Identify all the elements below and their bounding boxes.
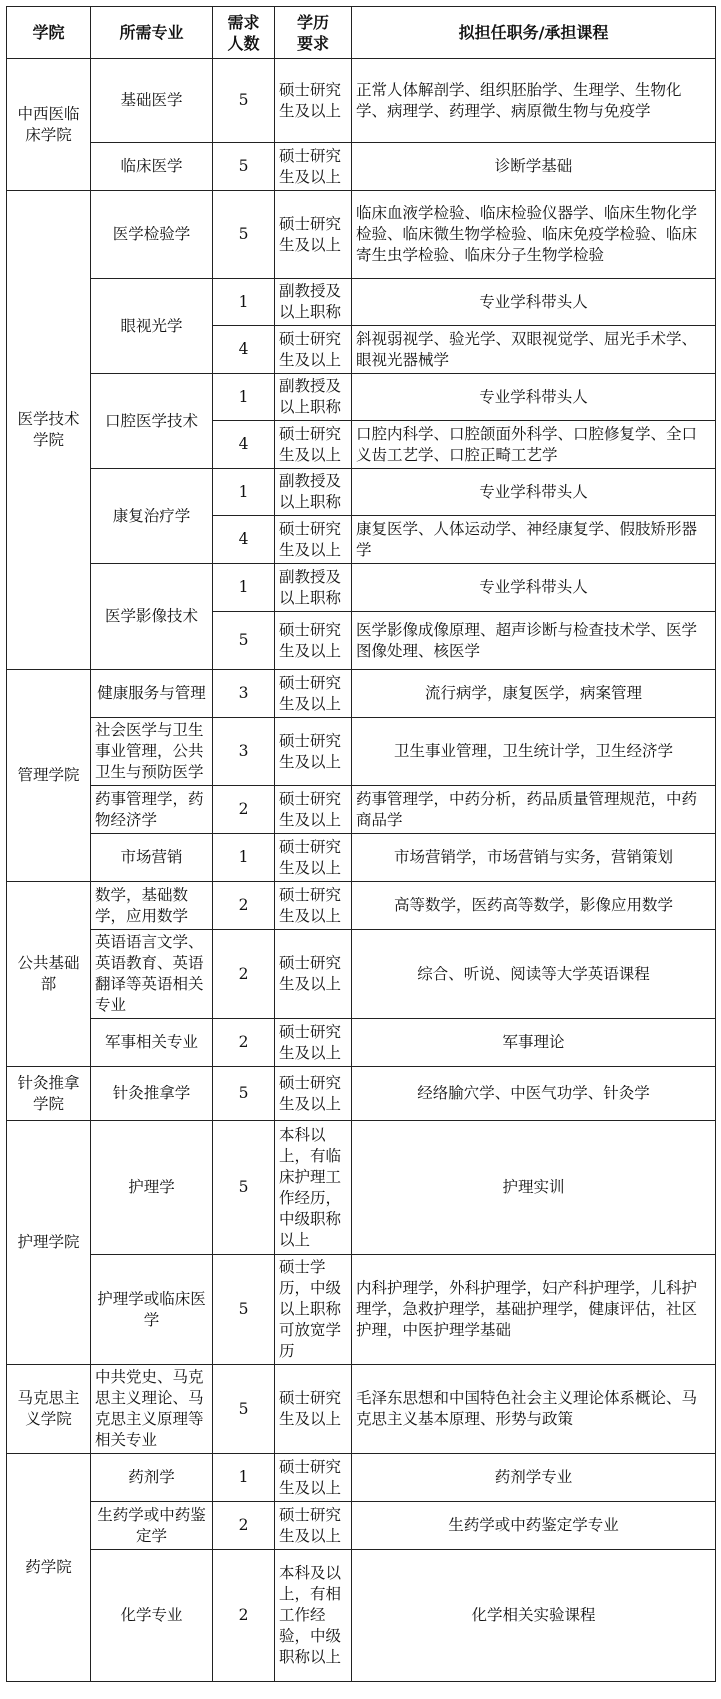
table-row xyxy=(7,882,716,930)
table-row xyxy=(7,469,716,516)
college-cell: 护理学院 xyxy=(7,1121,91,1365)
education-cell: 副教授及以上职称 xyxy=(275,564,352,612)
count-cell: 3 xyxy=(213,718,275,786)
education-cell: 硕士研究生及以上 xyxy=(275,718,352,786)
duty-cell: 药剂学专业 xyxy=(352,1454,716,1502)
count-cell: 2 xyxy=(213,1019,275,1067)
count-cell: 5 xyxy=(213,59,275,143)
duty-cell: 诊断学基础 xyxy=(352,143,716,191)
count-cell: 5 xyxy=(213,612,275,670)
major-cell: 市场营销 xyxy=(91,834,213,882)
duty-cell: 专业学科带头人 xyxy=(352,469,716,516)
count-cell: 1 xyxy=(213,279,275,326)
major-cell: 口腔医学技术 xyxy=(91,374,213,469)
count-cell: 5 xyxy=(213,1255,275,1365)
count-cell: 5 xyxy=(213,1121,275,1255)
count-cell: 5 xyxy=(213,191,275,279)
major-cell: 数学，基础数学，应用数学 xyxy=(91,882,213,930)
education-cell: 硕士研究生及以上 xyxy=(275,834,352,882)
table-row xyxy=(7,1454,716,1502)
duty-cell: 护理实训 xyxy=(352,1121,716,1255)
table-row xyxy=(7,1121,716,1255)
education-cell: 硕士研究生及以上 xyxy=(275,882,352,930)
education-cell: 硕士研究生及以上 xyxy=(275,1454,352,1502)
college-cell: 管理学院 xyxy=(7,670,91,882)
header-row xyxy=(7,7,716,59)
education-cell: 硕士研究生及以上 xyxy=(275,786,352,834)
duty-cell: 综合、听说、阅读等大学英语课程 xyxy=(352,930,716,1019)
major-cell: 眼视光学 xyxy=(91,279,213,374)
recruitment-table xyxy=(6,6,716,1682)
duty-cell: 康复医学、人体运动学、神经康复学、假肢矫形器学 xyxy=(352,516,716,564)
education-cell: 本科以上，有临床护理工作经历，中级职称以上 xyxy=(275,1121,352,1255)
header-duty: 拟担任职务/承担课程 xyxy=(352,7,716,59)
table-row xyxy=(7,279,716,326)
count-cell: 4 xyxy=(213,516,275,564)
table-row xyxy=(7,1550,716,1682)
major-cell: 生药学或中药鉴定学 xyxy=(91,1502,213,1550)
education-cell: 硕士研究生及以上 xyxy=(275,1365,352,1454)
duty-cell: 口腔内科学、口腔颌面外科学、口腔修复学、全口义齿工艺学、口腔正畸工艺学 xyxy=(352,421,716,469)
major-cell: 军事相关专业 xyxy=(91,1019,213,1067)
header-education-text: 学历 要求 xyxy=(296,12,329,53)
duty-cell: 流行病学，康复医学，病案管理 xyxy=(352,670,716,718)
duty-cell: 生药学或中药鉴定学专业 xyxy=(352,1502,716,1550)
table-row xyxy=(7,143,716,191)
college-cell: 药学院 xyxy=(7,1454,91,1682)
education-cell: 硕士研究生及以上 xyxy=(275,1067,352,1121)
education-cell: 硕士研究生及以上 xyxy=(275,930,352,1019)
table-row xyxy=(7,564,716,612)
duty-cell: 卫生事业管理，卫生统计学，卫生经济学 xyxy=(352,718,716,786)
duty-cell: 专业学科带头人 xyxy=(352,279,716,326)
education-cell: 副教授及以上职称 xyxy=(275,374,352,421)
duty-cell: 专业学科带头人 xyxy=(352,564,716,612)
duty-cell: 军事理论 xyxy=(352,1019,716,1067)
major-cell: 化学专业 xyxy=(91,1550,213,1682)
major-cell: 药事管理学，药物经济学 xyxy=(91,786,213,834)
major-cell: 临床医学 xyxy=(91,143,213,191)
education-cell: 硕士研究生及以上 xyxy=(275,191,352,279)
header-major: 所需专业 xyxy=(91,7,213,59)
major-cell: 健康服务与管理 xyxy=(91,670,213,718)
count-cell: 1 xyxy=(213,374,275,421)
duty-cell: 经络腧穴学、中医气功学、针灸学 xyxy=(352,1067,716,1121)
count-cell: 2 xyxy=(213,882,275,930)
count-cell: 4 xyxy=(213,421,275,469)
major-cell: 中共党史、马克思主义理论、马克思主义原理等相关专业 xyxy=(91,1365,213,1454)
duty-cell: 药事管理学，中药分析，药品质量管理规范，中药商品学 xyxy=(352,786,716,834)
major-cell: 英语语言文学、英语教育、英语翻译等英语相关专业 xyxy=(91,930,213,1019)
duty-cell: 市场营销学，市场营销与实务，营销策划 xyxy=(352,834,716,882)
duty-cell: 内科护理学，外科护理学，妇产科护理学，儿科护理学，急救护理学，基础护理学，健康评估，社区护理，中医护理学基础 xyxy=(352,1255,716,1365)
table-row xyxy=(7,670,716,718)
count-cell: 1 xyxy=(213,469,275,516)
education-cell: 硕士研究生及以上 xyxy=(275,1019,352,1067)
education-cell: 硕士研究生及以上 xyxy=(275,1502,352,1550)
college-cell: 中西医临床学院 xyxy=(7,59,91,191)
count-cell: 2 xyxy=(213,930,275,1019)
major-cell: 基础医学 xyxy=(91,59,213,143)
table-row xyxy=(7,191,716,279)
count-cell: 5 xyxy=(213,1365,275,1454)
duty-cell: 化学相关实验课程 xyxy=(352,1550,716,1682)
education-cell: 硕士研究生及以上 xyxy=(275,670,352,718)
education-cell: 硕士研究生及以上 xyxy=(275,59,352,143)
major-cell: 护理学 xyxy=(91,1121,213,1255)
table-row xyxy=(7,374,716,421)
count-cell: 5 xyxy=(213,143,275,191)
table-row xyxy=(7,1502,716,1550)
table-row xyxy=(7,834,716,882)
header-college: 学院 xyxy=(7,7,91,59)
college-cell: 医学技术学院 xyxy=(7,191,91,670)
duty-cell: 高等数学，医药高等数学，影像应用数学 xyxy=(352,882,716,930)
header-education xyxy=(275,7,352,59)
count-cell: 4 xyxy=(213,326,275,374)
college-cell: 针灸推拿学院 xyxy=(7,1067,91,1121)
count-cell: 1 xyxy=(213,564,275,612)
major-cell: 社会医学与卫生事业管理，公共卫生与预防医学 xyxy=(91,718,213,786)
header-count xyxy=(213,7,275,59)
duty-cell: 临床血液学检验、临床检验仪器学、临床生物化学检验、临床微生物学检验、临床免疫学检验、临床寄生虫学检验、临床分子生物学检验 xyxy=(352,191,716,279)
table-row xyxy=(7,718,716,786)
duty-cell: 专业学科带头人 xyxy=(352,374,716,421)
table-row xyxy=(7,59,716,143)
table-row xyxy=(7,1019,716,1067)
major-cell: 康复治疗学 xyxy=(91,469,213,564)
college-cell: 马克思主义学院 xyxy=(7,1365,91,1454)
count-cell: 1 xyxy=(213,1454,275,1502)
education-cell: 硕士研究生及以上 xyxy=(275,516,352,564)
duty-cell: 正常人体解剖学、组织胚胎学、生理学、生物化学、病理学、药理学、病原微生物与免疫学 xyxy=(352,59,716,143)
count-cell: 3 xyxy=(213,670,275,718)
education-cell: 副教授及以上职称 xyxy=(275,279,352,326)
education-cell: 硕士研究生及以上 xyxy=(275,326,352,374)
major-cell: 针灸推拿学 xyxy=(91,1067,213,1121)
major-cell: 药剂学 xyxy=(91,1454,213,1502)
duty-cell: 斜视弱视学、验光学、双眼视觉学、屈光手术学、眼视光器械学 xyxy=(352,326,716,374)
college-cell: 公共基础部 xyxy=(7,882,91,1067)
header-count-text: 需求 人数 xyxy=(227,12,260,53)
education-cell: 副教授及以上职称 xyxy=(275,469,352,516)
count-cell: 2 xyxy=(213,786,275,834)
major-cell: 医学影像技术 xyxy=(91,564,213,670)
table-row xyxy=(7,786,716,834)
education-cell: 硕士研究生及以上 xyxy=(275,143,352,191)
count-cell: 2 xyxy=(213,1550,275,1682)
education-cell: 硕士研究生及以上 xyxy=(275,421,352,469)
duty-cell: 毛泽东思想和中国特色社会主义理论体系概论、马克思主义基本原理、形势与政策 xyxy=(352,1365,716,1454)
table-row xyxy=(7,1365,716,1454)
table-row xyxy=(7,930,716,1019)
education-cell: 硕士学历，中级以上职称可放宽学历 xyxy=(275,1255,352,1365)
education-cell: 硕士研究生及以上 xyxy=(275,612,352,670)
count-cell: 5 xyxy=(213,1067,275,1121)
count-cell: 1 xyxy=(213,834,275,882)
table-row xyxy=(7,1255,716,1365)
table-row xyxy=(7,1067,716,1121)
major-cell: 医学检验学 xyxy=(91,191,213,279)
education-cell: 本科及以上，有相工作经验，中级职称以上 xyxy=(275,1550,352,1682)
count-cell: 2 xyxy=(213,1502,275,1550)
duty-cell: 医学影像成像原理、超声诊断与检查技术学、医学图像处理、核医学 xyxy=(352,612,716,670)
major-cell: 护理学或临床医学 xyxy=(91,1255,213,1365)
